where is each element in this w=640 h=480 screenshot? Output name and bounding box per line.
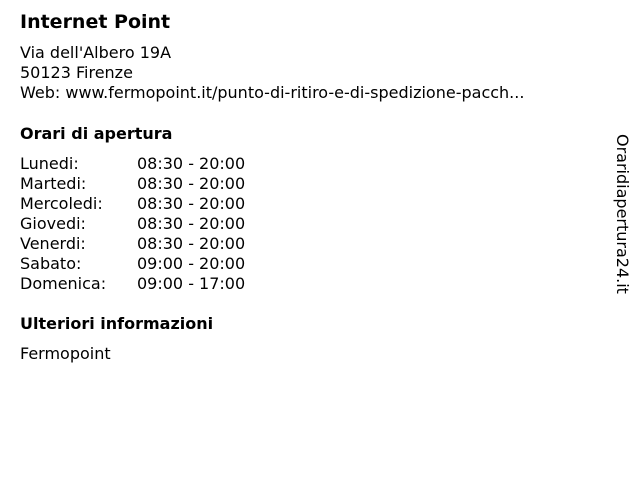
time-range: 08:30 - 20:00: [137, 174, 246, 193]
day-label: Venerdi:: [20, 234, 86, 253]
hours-row-monday: [20, 154, 245, 174]
time-range: 08:30 - 20:00: [137, 234, 246, 253]
day-label: Domenica:: [20, 274, 107, 293]
hours-row-wednesday: [20, 194, 245, 214]
day-label: Sabato:: [20, 254, 82, 273]
site-brand-watermark: Oraridiapertura24.it: [613, 134, 632, 294]
time-range: 08:30 - 20:00: [137, 194, 246, 213]
website-link[interactable]: Web: www.fermopoint.it/punto-di-ritiro-e-di-spedizione-pacch...: [20, 83, 525, 102]
hours-row-saturday: [20, 254, 245, 274]
business-name: Internet Point: [20, 11, 171, 33]
day-label: Lunedi:: [20, 154, 79, 173]
hours-row-thursday: [20, 214, 245, 234]
day-label: Martedi:: [20, 174, 87, 193]
opening-hours-table: [20, 154, 245, 294]
time-range: 08:30 - 20:00: [137, 154, 246, 173]
street-address: Via dell'Albero 19A: [20, 43, 172, 62]
additional-info-text: Fermopoint: [20, 344, 111, 363]
hours-row-sunday: [20, 274, 245, 294]
hours-row-friday: [20, 234, 245, 254]
day-label: Mercoledi:: [20, 194, 103, 213]
additional-info-heading: Ulteriori informazioni: [20, 314, 214, 333]
opening-hours-heading: Orari di apertura: [20, 124, 173, 143]
time-range: 09:00 - 17:00: [137, 274, 246, 293]
time-range: 08:30 - 20:00: [137, 214, 246, 233]
time-range: 09:00 - 20:00: [137, 254, 246, 273]
hours-row-tuesday: [20, 174, 245, 194]
city-postal: 50123 Firenze: [20, 63, 133, 82]
address-block: [20, 43, 524, 103]
day-label: Giovedi:: [20, 214, 86, 233]
